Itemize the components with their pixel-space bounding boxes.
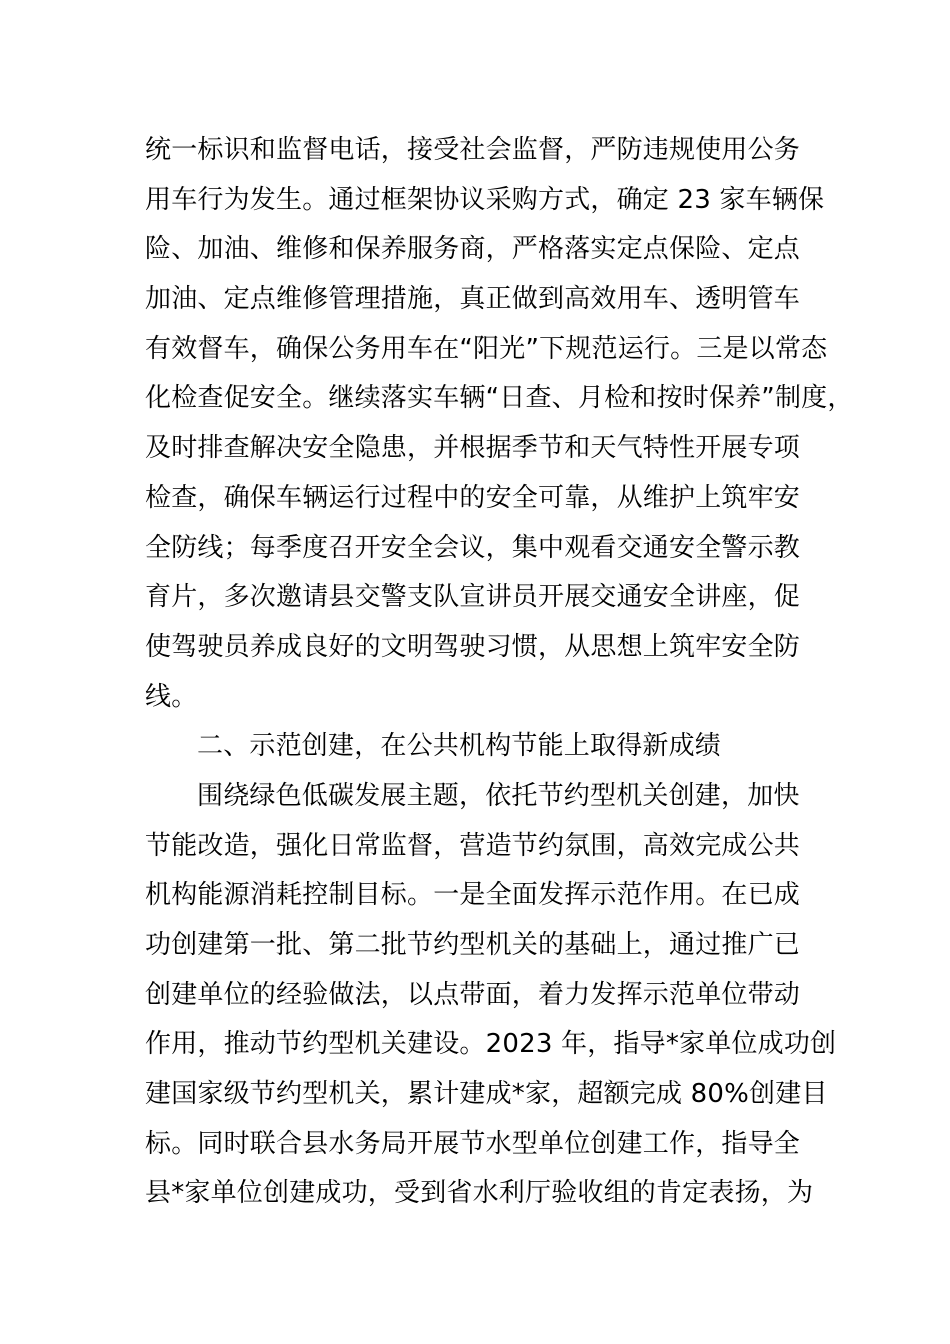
text-line: 围绕绿色低碳发展主题，依托节约型机关创建，加快 bbox=[197, 780, 800, 811]
text-line: 节能改造，强化日常监督，营造节约氛围，高效完成公共 bbox=[145, 830, 801, 861]
text-line: 及时排查解决安全隐患，并根据季节和天气特性开展专项 bbox=[145, 433, 801, 464]
text-line: 机构能源消耗控制目标。一是全面发挥示范作用。在已成 bbox=[145, 880, 801, 911]
text-line: 用车行为发生。通过框架协议采购方式，确定 23 家车辆保 bbox=[145, 184, 825, 215]
text-line: 县*家单位创建成功，受到省水利厅验收组的肯定表扬，为 bbox=[145, 1178, 814, 1209]
text-line: 险、加油、维修和保养服务商，严格落实定点保险、定点 bbox=[145, 234, 801, 265]
text-line: 有效督车，确保公务用车在“阳光”下规范运行。三是以常态 bbox=[145, 333, 828, 364]
text-line: 统一标识和监督电话，接受社会监督，严防违规使用公务 bbox=[145, 135, 801, 165]
text-line: 全防线；每季度召开安全会议，集中观看交通安全警示教 bbox=[145, 532, 801, 563]
text-line: 检查，确保车辆运行过程中的安全可靠，从维护上筑牢安 bbox=[145, 482, 801, 513]
text-line: 标。同时联合县水务局开展节水型单位创建工作，指导全 bbox=[145, 1128, 801, 1159]
text-line: 加油、定点维修管理措施，真正做到高效用车、透明管车 bbox=[145, 284, 801, 315]
text-line: 功创建第一批、第二批节约型机关的基础上，通过推广已 bbox=[145, 930, 801, 960]
text-line: 线。 bbox=[145, 681, 198, 712]
section-heading: 二、示范创建，在公共机构节能上取得新成绩 bbox=[197, 731, 722, 762]
body-text bbox=[145, 126, 854, 1219]
text-line: 使驾驶员养成良好的文明驾驶习惯，从思想上筑牢安全防 bbox=[145, 631, 801, 662]
text-line: 化检查促安全。继续落实车辆“日查、月检和按时保养”制度， bbox=[145, 383, 854, 414]
text-line: 育片，多次邀请县交警支队宣讲员开展交通安全讲座，促 bbox=[145, 582, 801, 613]
text-line: 创建单位的经验做法，以点带面，着力发挥示范单位带动 bbox=[145, 979, 801, 1010]
text-line: 建国家级节约型机关，累计建成*家，超额完成 80%创建目 bbox=[145, 1079, 828, 1110]
text-line: 作用，推动节约型机关建设。2023 年，指导*家单位成功创 bbox=[145, 1029, 837, 1060]
